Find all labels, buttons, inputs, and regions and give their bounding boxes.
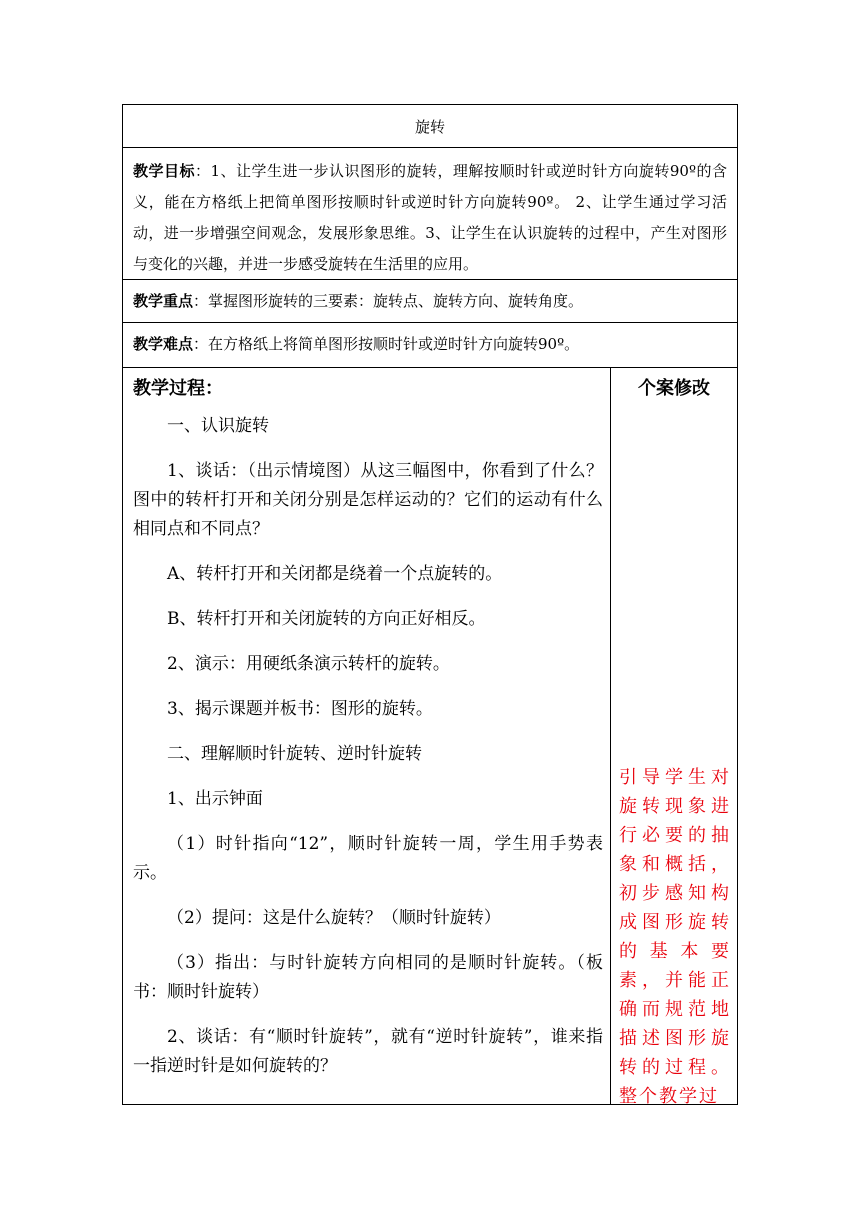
difficulty-row — [122, 322, 738, 368]
process-heading: 教学过程： — [133, 378, 223, 399]
key-text: ：掌握图形旋转的三要素：旋转点、旋转方向、旋转角度。 — [193, 292, 584, 310]
goal-row — [122, 147, 738, 280]
key-paragraph — [123, 280, 737, 322]
goal-text: ：1、让学生进一步认识图形的旋转，理解按顺时针或逆时针方向旋转90º的含义，能在方格纸上把简单图形按顺时针或逆时针方向旋转90º。 2、让学生通过学习活动，进一步增强空间观念，发展形象思维。3、让学生在认识旋转的过程中，产生对图形与变化的兴趣，并进一步感受旋转在生活里的应用。 — [133, 162, 727, 273]
step-item: （3）指出：与时针旋转方向相同的是顺时针旋转。（板书：顺时针旋转） — [133, 953, 603, 1002]
step-item: （2）提问：这是什么旋转？（顺时针旋转） — [167, 908, 501, 928]
step-item: （1）时针指向“12”，顺时针旋转一周，学生用手势表示。 — [133, 834, 603, 883]
step-item: 3、揭示课题并板书：图形的旋转。 — [167, 699, 433, 719]
step-item: 一、认识旋转 — [167, 416, 269, 436]
case-note: 引导学生对旋转现象进行必要的抽象和概括，初步感知构成图形旋转的基本要素，并能正确而规范地描述图形旋转的过程。整个教学过 — [619, 767, 731, 1107]
step-item: A、转杆打开和关闭都是绕着一个点旋转的。 — [167, 564, 503, 584]
key-point-row — [122, 279, 738, 323]
step-item: 二、理解顺时针旋转、逆时针旋转 — [167, 744, 422, 764]
key-label: 教学重点 — [133, 292, 194, 310]
title-row — [122, 104, 738, 148]
lesson-title: 旋转 — [414, 118, 445, 136]
process-steps — [133, 412, 603, 1097]
step-item: 2、演示：用硬纸条演示转杆的旋转。 — [167, 654, 450, 674]
step-item: 1、出示钟面 — [167, 789, 263, 809]
difficulty-text: ：在方格纸上将简单图形按顺时针或逆时针方向旋转90º。 — [193, 335, 580, 353]
step-item: B、转杆打开和关闭旋转的方向正好相反。 — [167, 609, 486, 629]
goal-paragraph — [123, 148, 737, 280]
difficulty-paragraph — [123, 323, 737, 365]
goal-label: 教学目标 — [133, 162, 195, 180]
step-item: 1、谈话：（出示情境图）从这三幅图中，你看到了什么？图中的转杆打开和关闭分别是怎样运动的？它们的运动有什么相同点和不同点？ — [133, 461, 603, 539]
notes-column — [611, 368, 737, 1107]
step-item: 2、谈话：有“顺时针旋转”，就有“逆时针旋转”，谁来指一指逆时针是如何旋转的？ — [133, 1027, 603, 1076]
notes-heading: 个案修改 — [638, 378, 710, 399]
difficulty-label: 教学难点 — [133, 335, 194, 353]
process-column — [123, 368, 611, 1104]
process-row — [122, 367, 738, 1105]
